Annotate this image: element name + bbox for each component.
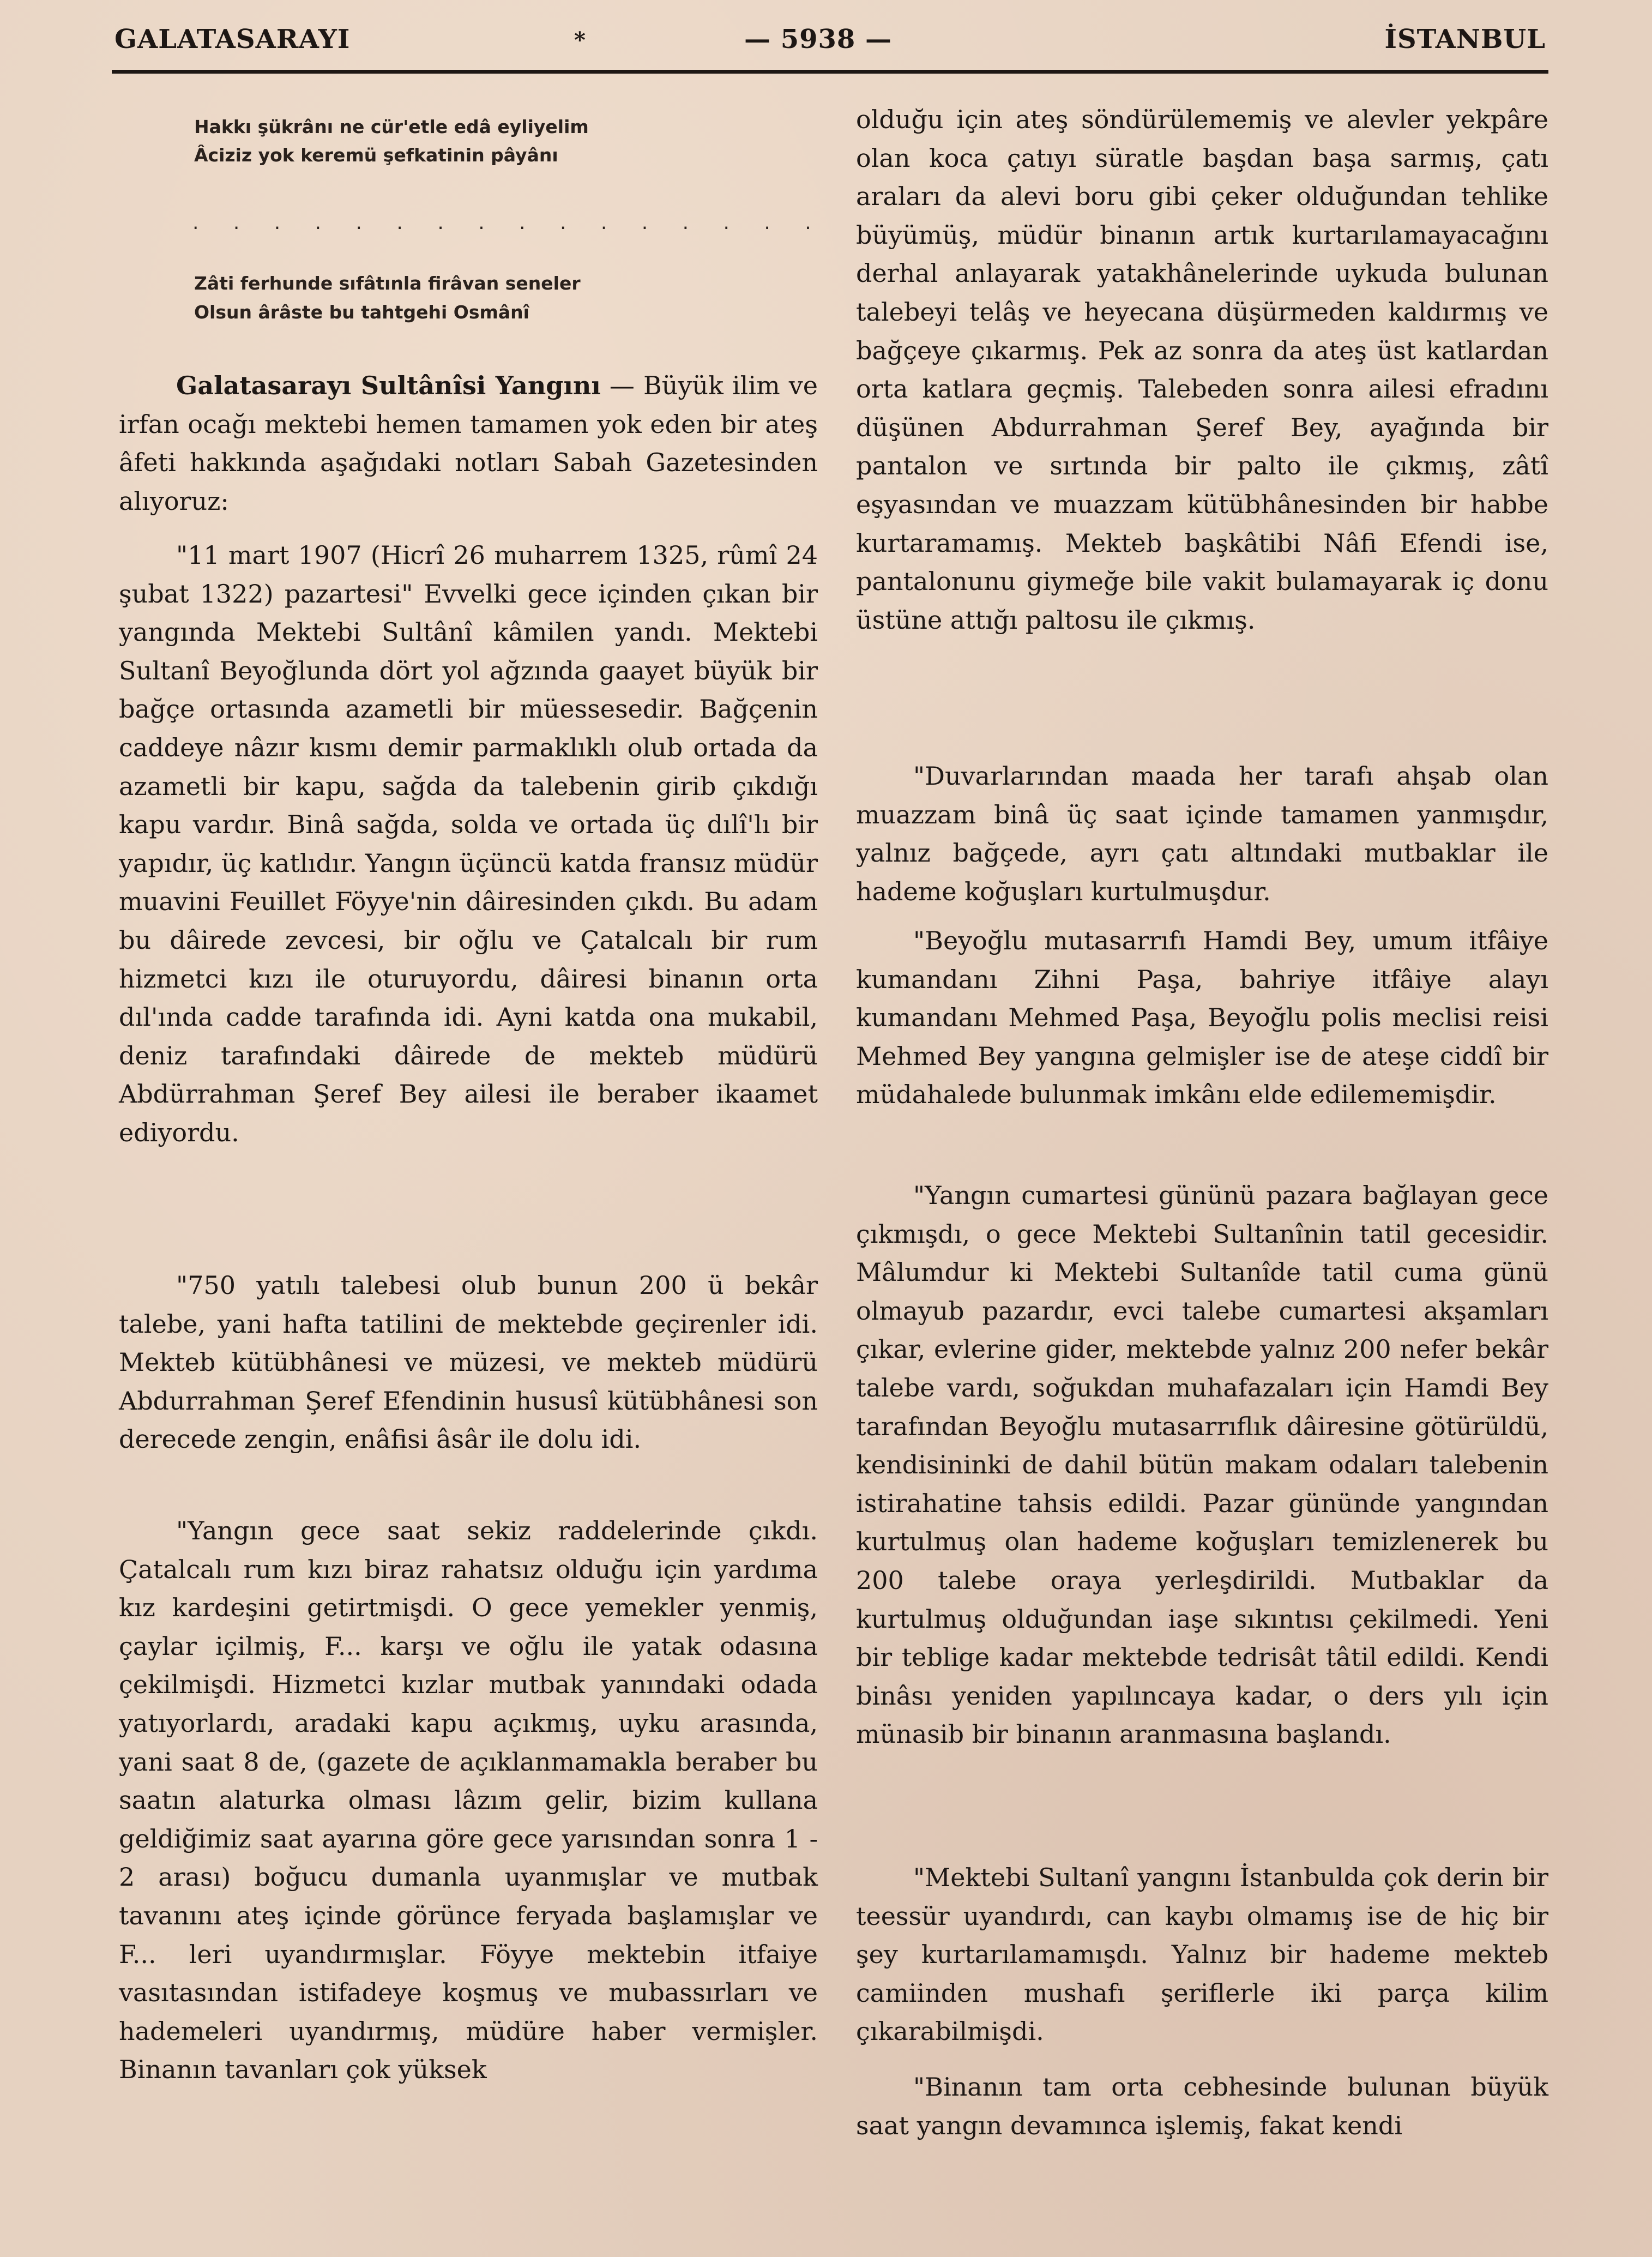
paragraph-right-3: "Beyoğlu mutasarrıfı Hamdi Bey, umum itfâiye kumandanı Zihni Paşa, bahriye itfâiye alayı kumandanı Mehmed Paşa, Beyoğlu polis meclisi reisi Mehmed Bey yangına gelmişler ise de ateşe ciddî bir müdahalede bulunmak imkânı elde edilememişdir. xyxy=(856,926,1548,1110)
poem-ellipsis: . . . . . . . . . . . . . . . . xyxy=(192,212,825,234)
poem-line-3: Zâti ferhunde sıfâtınla firâvan seneler xyxy=(194,273,581,294)
header-city: İSTANBUL xyxy=(1384,24,1546,55)
paragraph-left-1: "11 mart 1907 (Hicrî 26 muharrem 1325, rûmî 24 şubat 1322) pazartesi" Evvelki gece içinden çıkan bir yangında Mektebi Sultânî kâmilen yandı. Mektebi Sultanî Beyoğlunda dört yol ağzında gaayet büyük bir bağçe ortasında azametli bir müessesedir. Bağçenin caddeye nâzır kısmı demir parmaklıklı olub ortada da azametli bir kapu, sağda da talebenin girib çıkdığı kapu vardır. Binâ sağda, solda ve ortada üç dılî'lı bir yapıdır, üç katlıdır. Yangın üçüncü katda fransız müdür muavini Feuillet Föyye'nin dâiresinden çıkdı. Bu adam bu dâirede zevcesi, bir oğlu ve Çatalcalı bir rum hizmetci kızı ile oturuyordu, dâiresi binanın orta dıl'ında cadde tarafında idi. Ayni katda ona mukabil, deniz tarafındaki dâirede de mekteb müdürü Abdürrahman Şeref Bey ailesi ile beraber ikaamet ediyordu. xyxy=(119,540,818,1147)
paragraph-right-5: "Mektebi Sultanî yangını İstanbulda çok derin bir teessür uyandırdı, can kaybı olmamış ise de hiç bir şey kurtarılamamışdı. Yalnız bir hademe mekteb camiinden mushafı şeriflerle iki parça kilim çıkarabilmişdi. xyxy=(856,1863,1548,2047)
page-header xyxy=(114,24,1546,65)
paragraph-right-2: "Duvarlarından maada her tarafı ahşab olan muazzam binâ üç saat içinde tamamen yanmışdır, yalnız bağçede, ayrı çatı altındaki mutbaklar ile hademe koğuşları kurtulmuşdur. xyxy=(856,761,1548,906)
paragraph-right-6: "Binanın tam orta cebhesinde bulunan büyük saat yangın devamınca işlemiş, fakat kendi xyxy=(856,2072,1548,2140)
article-intro-text: — Büyük ilim ve irfan ocağı mektebi hemen tamamen yok eden bir ateş âfeti hakkında aşağıdaki notları Sabah Gazetesinden alıyoruz: xyxy=(119,371,818,516)
poem-line-1: Hakkı şükrânı ne cür'etle edâ eyliyelim xyxy=(194,116,589,137)
paragraph-right-4: "Yangın cumartesi gününü pazara bağlayan gece çıkmışdı, o gece Mektebi Sultanînin tatil gecesidir. Mâlumdur ki Mektebi Sultanîde tatil cuma günü olmayub pazardır, evci talebe cumartesi akşamları çıkar, evlerine gider, mektebde yalnız 200 nefer bekâr talebe vardı, soğukdan muhafazaları için Hamdi Bey tarafından Beyoğlu mutasarrıflık dâiresine götürüldü, kendisininki de dahil bütün makam odaları talebenin istirahatine tahsis edildi. Pazar gününde yangından kurtulmuş olan hademe koğuşları temizlenerek bu 200 talebe oraya yerleşdirildi. Mutbaklar da kurtulmuş olduğundan iaşe sıkıntısı çekilmedi. Yeni bir teblige kadar mektebde tedrisât tâtil edildi. Kendi binâsı yeniden yapılıncaya kadar, o ders yılı için münasib bir binanın aranmasına başlandı. xyxy=(856,1181,1548,1749)
poem-line-4: Olsun ârâste bu tahtgehi Osmânî xyxy=(194,302,529,323)
paragraph-left-3: "Yangın gece saat sekiz raddelerinde çıkdı. Çatalcalı rum kızı biraz rahatsız olduğu için yardıma kız kardeşini getirtmişdi. O gece yemekler yenmiş, çaylar içilmiş, F... karşı ve oğlu ile yatak odasına çekilmişdi. Hizmetci kızlar mutbak yanındaki odada yatıyorlardı, aradaki kapu açıkmış, uyku arasında, yani saat 8 de, (gazete de açıklanmamakla beraber bu saatın alaturka olması lâzım gelir, bizim kullana geldiğimiz saat ayarına göre gece yarısından sonra 1 - 2 arası) boğucu dumanla uyanmışlar ve mutbak tavanını ateş içinde görünce feryada başlamışlar ve F... leri uyandırmışlar. Föyye mektebin itfaiye vasıtasından istifadeye koşmuş ve mubassırları ve hademeleri uyandırmış, müdüre haber vermişler. Binanın tavanları çok yüksek xyxy=(119,1516,818,2085)
header-section-title: GALATASARAYI xyxy=(114,24,351,55)
article-intro xyxy=(119,366,818,520)
header-star: * xyxy=(574,27,586,53)
paragraph-right-1: olduğu için ateş söndürülememiş ve alevler yekpâre olan koca çatıyı süratle başdan başa sarmış, çatı araları da alevi boru gibi çeker olduğundan tehlike büyümüş, müdür binanın artık kurtarılamayacağını derhal anlayarak yatakhânelerinde uykuda bulunan talebeyi telâş ve heyecana düşürmeden kaldırmış ve bağçeye çıkarmış. Pek az sonra da ateş üst katlardan orta katlara geçmiş. Talebeden sonra ailesi efradını düşünen Abdurrahman Şeref Bey, ayağında bir pantalon ve sırtında bir palto ile çıkmış, zâtî eşyasından ve muazzam kütübhânesinden bir habbe kurtaramamış. Mekteb başkâtibi Nâfi Efendi ise, pantalonunu giymeğe bile vakit bulamayarak iç donu üstüne attığı paltosu ile çıkmış. xyxy=(856,105,1548,635)
article-title: Galatasarayı Sultânîsi Yangını xyxy=(176,371,601,400)
header-rule xyxy=(112,70,1548,74)
poem-line-2: Âciziz yok keremü şefkatinin pâyânı xyxy=(194,145,558,166)
page-number: — 5938 — xyxy=(744,24,893,55)
paragraph-left-2: "750 yatılı talebesi olub bunun 200 ü bekâr talebe, yani hafta tatilini de mektebde geçirenler idi. Mekteb kütübhânesi ve müzesi, ve mekteb müdürü Abdurrahman Şeref Efendinin hususî kütübhânesi son derecede zengin, enâfisi âsâr ile dolu idi. xyxy=(119,1271,818,1454)
